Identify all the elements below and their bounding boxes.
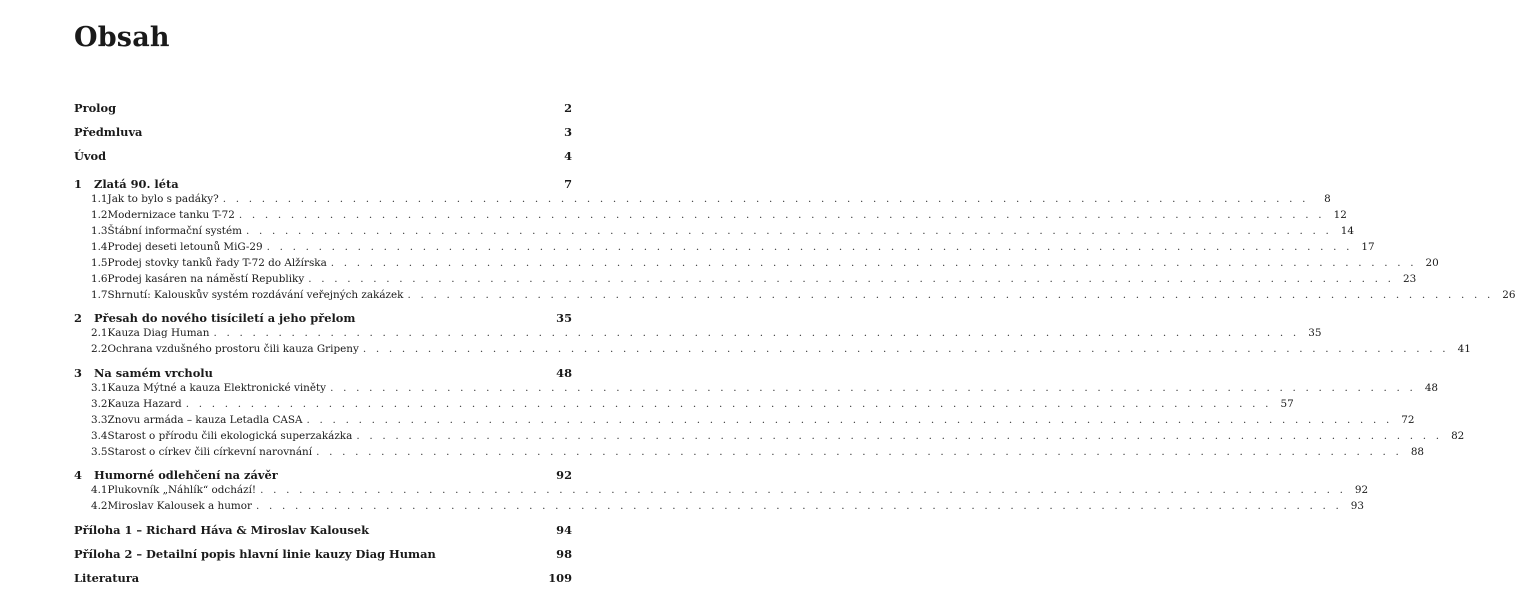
- toc-section-entry[interactable]: [91, 430, 1465, 446]
- toc-dot-leader: [256, 500, 1342, 512]
- toc-entry-number: 3.1: [91, 382, 108, 394]
- toc-page-number: 26: [1502, 289, 1515, 301]
- toc-dot-leader: [246, 225, 1332, 237]
- toc-entry-title: Prolog: [74, 101, 117, 115]
- toc-page-number: 92: [556, 468, 572, 482]
- toc-page-number: 17: [1361, 241, 1375, 253]
- toc-dot-leader: [356, 430, 1442, 442]
- toc-section-entry[interactable]: [91, 209, 1347, 225]
- toc-page-number: 8: [1324, 193, 1331, 205]
- toc-entry-title: Příloha 2 – Detailní popis hlavní linie kauzy Diag Human: [74, 547, 436, 561]
- toc-page-number: 48: [556, 366, 572, 380]
- toc-page-number: 7: [564, 177, 572, 191]
- toc-section-entry[interactable]: [91, 225, 1354, 241]
- toc-entry-title: Zlatá 90. léta: [94, 177, 179, 191]
- toc-entry-title: Modernizace tanku T-72: [107, 209, 235, 221]
- toc-entry-title: Shrnutí: Kalouskův systém rozdávání veřejných zakázek: [107, 289, 404, 301]
- toc-chapter-entry[interactable]: [74, 523, 572, 539]
- toc-page-number: 88: [1410, 446, 1425, 458]
- toc-page-number: 48: [1424, 382, 1439, 394]
- toc-section-entry[interactable]: [91, 289, 1515, 305]
- toc-section-entry[interactable]: [91, 398, 1294, 414]
- toc-entry-title: Prodej stovky tanků řady T-72 do Alžírska: [107, 257, 327, 269]
- toc-dot-leader: [267, 241, 1353, 253]
- toc-page-number: 20: [1425, 257, 1439, 269]
- toc-entry-number: 4.2: [91, 500, 108, 512]
- toc-entry-title: Jak to bylo s padáky?: [107, 193, 219, 205]
- toc-dot-leader: [307, 414, 1393, 426]
- toc-page-number: 3: [564, 125, 572, 139]
- toc-entry-number: 1.1: [91, 193, 108, 205]
- toc-section-entry[interactable]: [91, 343, 1471, 359]
- toc-entry-number: 3.5: [91, 446, 108, 458]
- toc-page-number: 2: [564, 101, 572, 115]
- toc-section-entry[interactable]: [91, 273, 1417, 289]
- toc-chapter-entry[interactable]: [74, 177, 572, 193]
- toc-entry-number: 3.4: [91, 430, 108, 442]
- toc-entry-number: 1.4: [91, 241, 108, 253]
- toc-dot-leader: [308, 273, 1394, 285]
- toc-section-entry[interactable]: [91, 446, 1425, 462]
- toc-entry-number: 3.2: [91, 398, 108, 410]
- toc-chapter-entry[interactable]: [74, 547, 572, 563]
- toc-chapter-entry[interactable]: [74, 125, 572, 141]
- toc-entry-number: 2.2: [91, 343, 108, 355]
- toc-entry-title: Úvod: [74, 149, 107, 163]
- toc-entry-title: Kauza Hazard: [107, 398, 182, 410]
- toc-dot-leader: [330, 382, 1416, 394]
- toc-entry-number: 1.7: [91, 289, 108, 301]
- toc-entry-title: Kauza Mýtné a kauza Elektronické viněty: [107, 382, 327, 394]
- toc-page-number: 98: [556, 547, 572, 561]
- toc-entry-number: 3: [74, 366, 82, 380]
- toc-entry-title: Prodej kasáren na náměstí Republiky: [107, 273, 305, 285]
- toc-entry-title: Na samém vrcholu: [94, 366, 213, 380]
- toc-dot-leader: [223, 193, 1309, 205]
- toc-dot-leader: [213, 327, 1299, 339]
- toc-chapter-entry[interactable]: [74, 149, 572, 165]
- toc-entry-title: Předmluva: [74, 125, 143, 139]
- toc-entry-title: Plukovník „Náhlík“ odchází!: [107, 484, 257, 496]
- toc-page-number: 72: [1401, 414, 1415, 426]
- toc-page-number: 35: [556, 311, 572, 325]
- toc-chapter-entry[interactable]: [74, 571, 572, 587]
- toc-section-entry[interactable]: [91, 500, 1364, 516]
- toc-page-number: 12: [1333, 209, 1347, 221]
- toc-section-entry[interactable]: [91, 241, 1375, 257]
- toc-entry-title: Znovu armáda – kauza Letadla CASA: [107, 414, 303, 426]
- toc-page-number: 57: [1280, 398, 1294, 410]
- toc-page-number: 14: [1340, 225, 1354, 237]
- toc-entry-title: Miroslav Kalousek a humor: [107, 500, 253, 512]
- toc-entry-title: Přesah do nového tisíciletí a jeho přelom: [94, 311, 356, 325]
- toc-page-number: 109: [548, 571, 572, 585]
- toc-page-number: 92: [1354, 484, 1369, 496]
- toc-chapter-entry[interactable]: [74, 468, 572, 484]
- toc-dot-leader: [363, 343, 1449, 355]
- toc-section-entry[interactable]: [91, 484, 1369, 500]
- toc-page-number: 4: [564, 149, 572, 163]
- toc-section-entry[interactable]: [91, 382, 1439, 398]
- toc-entry-title: Starost o církev čili církevní narovnání: [107, 446, 313, 458]
- page-title: Obsah: [74, 22, 170, 53]
- toc-page-number: 94: [556, 523, 572, 537]
- toc-chapter-entry[interactable]: [74, 101, 572, 117]
- toc-entry-number: 1.2: [91, 209, 108, 221]
- toc-entry-title: Literatura: [74, 571, 140, 585]
- toc-entry-number: 1.6: [91, 273, 108, 285]
- toc-entry-title: Ochrana vzdušného prostoru čili kauza Gripeny: [107, 343, 359, 355]
- toc-section-entry[interactable]: [91, 193, 1331, 209]
- toc-dot-leader: [407, 289, 1493, 301]
- toc-entry-number: 1.3: [91, 225, 108, 237]
- toc-dot-leader: [331, 257, 1417, 269]
- toc-dot-leader: [186, 398, 1272, 410]
- toc-page-number: 93: [1350, 500, 1364, 512]
- toc-entry-title: Prodej deseti letounů MiG-29: [107, 241, 263, 253]
- toc-entry-number: 2: [74, 311, 82, 325]
- toc-entry-number: 3.3: [91, 414, 108, 426]
- toc-dot-leader: [239, 209, 1325, 221]
- toc-entry-title: Humorné odlehčení na závěr: [94, 468, 278, 482]
- toc-section-entry[interactable]: [91, 327, 1322, 343]
- toc-chapter-entry[interactable]: [74, 311, 572, 327]
- toc-entry-title: Štábní informační systém: [107, 225, 242, 237]
- toc-page-number: 41: [1457, 343, 1471, 355]
- toc-section-entry[interactable]: [91, 257, 1439, 273]
- toc-entry-number: 1: [74, 177, 82, 191]
- toc-entry-number: 1.5: [91, 257, 108, 269]
- toc-dot-leader: [260, 484, 1346, 496]
- toc-chapter-entry[interactable]: [74, 366, 572, 382]
- toc-entry-number: 4.1: [91, 484, 108, 496]
- toc-entry-number: 2.1: [91, 327, 108, 339]
- toc-dot-leader: [316, 446, 1402, 458]
- toc-page-number: 82: [1451, 430, 1465, 442]
- toc-entry-title: Starost o přírodu čili ekologická superzakázka: [107, 430, 353, 442]
- toc-entry-title: Příloha 1 – Richard Háva & Miroslav Kalousek: [74, 523, 369, 537]
- toc-page-number: 23: [1402, 273, 1417, 285]
- toc-entry-title: Kauza Diag Human: [107, 327, 210, 339]
- toc-entry-number: 4: [74, 468, 82, 482]
- toc-page-number: 35: [1308, 327, 1322, 339]
- toc-section-entry[interactable]: [91, 414, 1415, 430]
